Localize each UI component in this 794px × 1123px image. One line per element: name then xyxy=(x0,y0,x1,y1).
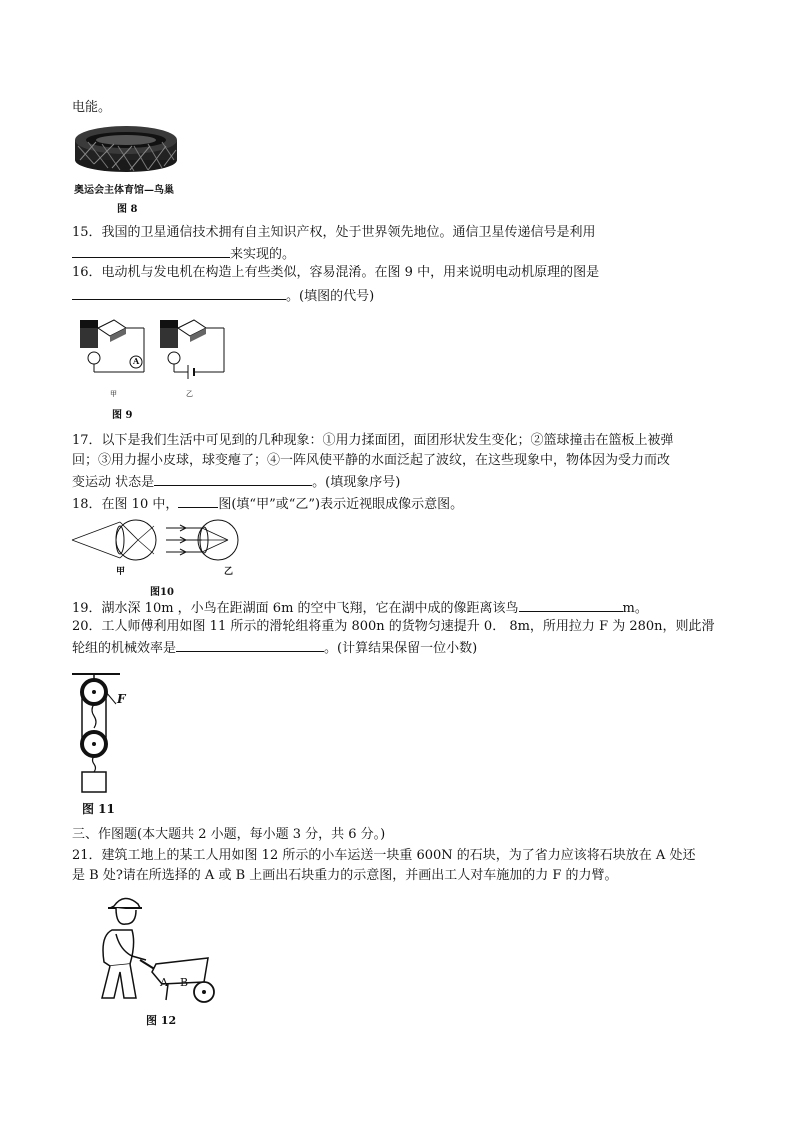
figure-10-label-yi: 乙 xyxy=(224,567,234,577)
answer-blank-20[interactable] xyxy=(176,638,324,652)
question-17-line1: 17．以下是我们生活中可见到的几种现象：①用力揉面团，面团形状发生变化；②篮球撞击在篮板上被弹 xyxy=(72,433,674,448)
question-19 xyxy=(72,598,648,618)
question-17-line2: 回；③用力握小皮球，球变瘪了；④一阵风使平静的水面泛起了波纹，在这些现象中，物体因为受力而改 xyxy=(72,453,671,468)
figure-11-caption: 图 11 xyxy=(82,802,115,816)
question-20-suffix: 。(计算结果保留一位小数) xyxy=(324,641,478,656)
answer-blank-17[interactable] xyxy=(154,472,312,486)
point-b-label: B xyxy=(180,976,189,989)
question-21-line1: 21．建筑工地上的某工人用如图 12 所示的小车运送一块重 600N 的石块，为了省力应该将石块放在 A 处还 xyxy=(72,848,696,863)
ammeter-symbol: A xyxy=(133,356,140,366)
question-17-suffix: 。(填现象序号) xyxy=(312,475,401,490)
question-20-line2 xyxy=(72,638,477,658)
question-18 xyxy=(72,494,463,514)
answer-blank-16[interactable] xyxy=(72,286,286,300)
question-15-suffix: 来实现的。 xyxy=(230,247,296,262)
point-a-label: A xyxy=(160,976,168,989)
continued-text: 电能。 xyxy=(72,100,112,115)
question-19-prefix: 19．湖水深 10m ，小鸟在距湖面 6m 的空中飞翔，它在湖中成的像距离该鸟 xyxy=(72,601,519,616)
eye-diagram-yi xyxy=(166,518,242,562)
answer-blank-15[interactable] xyxy=(72,244,230,258)
question-18-prefix: 18．在图 10 中， xyxy=(72,497,179,512)
figure-9-label-jia: 甲 xyxy=(110,390,117,398)
generator-diagram-jia xyxy=(74,314,148,378)
question-17-prefix: 变运动 状态是 xyxy=(72,475,155,490)
birds-nest-image xyxy=(74,120,178,176)
question-16-line1: 16．电动机与发电机在构造上有些类似，容易混淆。在图 9 中，用来说明电动机原理的图是 xyxy=(72,265,600,280)
section-3-heading: 三、作图题(本大题共 2 小题，每小题 3 分，共 6 分。) xyxy=(72,827,386,842)
worker-wheelbarrow-diagram xyxy=(96,894,226,1006)
question-15-line1: 15．我国的卫星通信技术拥有自主知识产权，处于世界领先地位。通信卫星传递信号是利用 xyxy=(72,225,596,240)
answer-blank-19[interactable] xyxy=(519,598,623,612)
figure-12-caption: 图 12 xyxy=(146,1014,177,1027)
question-21-line2: 是 B 处?请在所选择的 A 或 B 上画出石块重力的示意图，并画出工人对车施加的力 F 的力臂。 xyxy=(72,868,618,883)
question-16-suffix: 。(填图的代号) xyxy=(286,289,375,304)
figure-9-caption: 图 9 xyxy=(112,410,133,421)
question-16-line2 xyxy=(72,286,374,306)
question-20-line1: 20．工人师傅利用如图 11 所示的滑轮组将重为 800n 的货物匀速提升 0． 8m，所用拉力 F 为 280n，则此滑 xyxy=(72,619,715,634)
figure-10-label-jia: 甲 xyxy=(116,567,126,577)
figure-8-caption: 图 8 xyxy=(117,204,138,215)
figure-8-inner-caption: 奥运会主体育馆—鸟巢 xyxy=(74,185,174,196)
figure-10-caption: 图10 xyxy=(150,587,174,598)
question-17-line3 xyxy=(72,472,400,492)
figure-9-label-yi: 乙 xyxy=(186,390,193,398)
question-15-line2 xyxy=(72,244,295,264)
answer-blank-18[interactable] xyxy=(178,494,218,508)
question-18-suffix: 图(填“甲”或“乙”)表示近视眼成像示意图。 xyxy=(218,497,464,512)
motor-diagram-yi xyxy=(154,314,228,378)
force-f-label: F xyxy=(117,692,126,706)
question-19-suffix: m。 xyxy=(622,601,648,616)
question-20-prefix: 轮组的机械效率是 xyxy=(72,641,177,656)
pulley-system-diagram xyxy=(72,670,142,796)
eye-diagram-jia xyxy=(72,518,164,562)
